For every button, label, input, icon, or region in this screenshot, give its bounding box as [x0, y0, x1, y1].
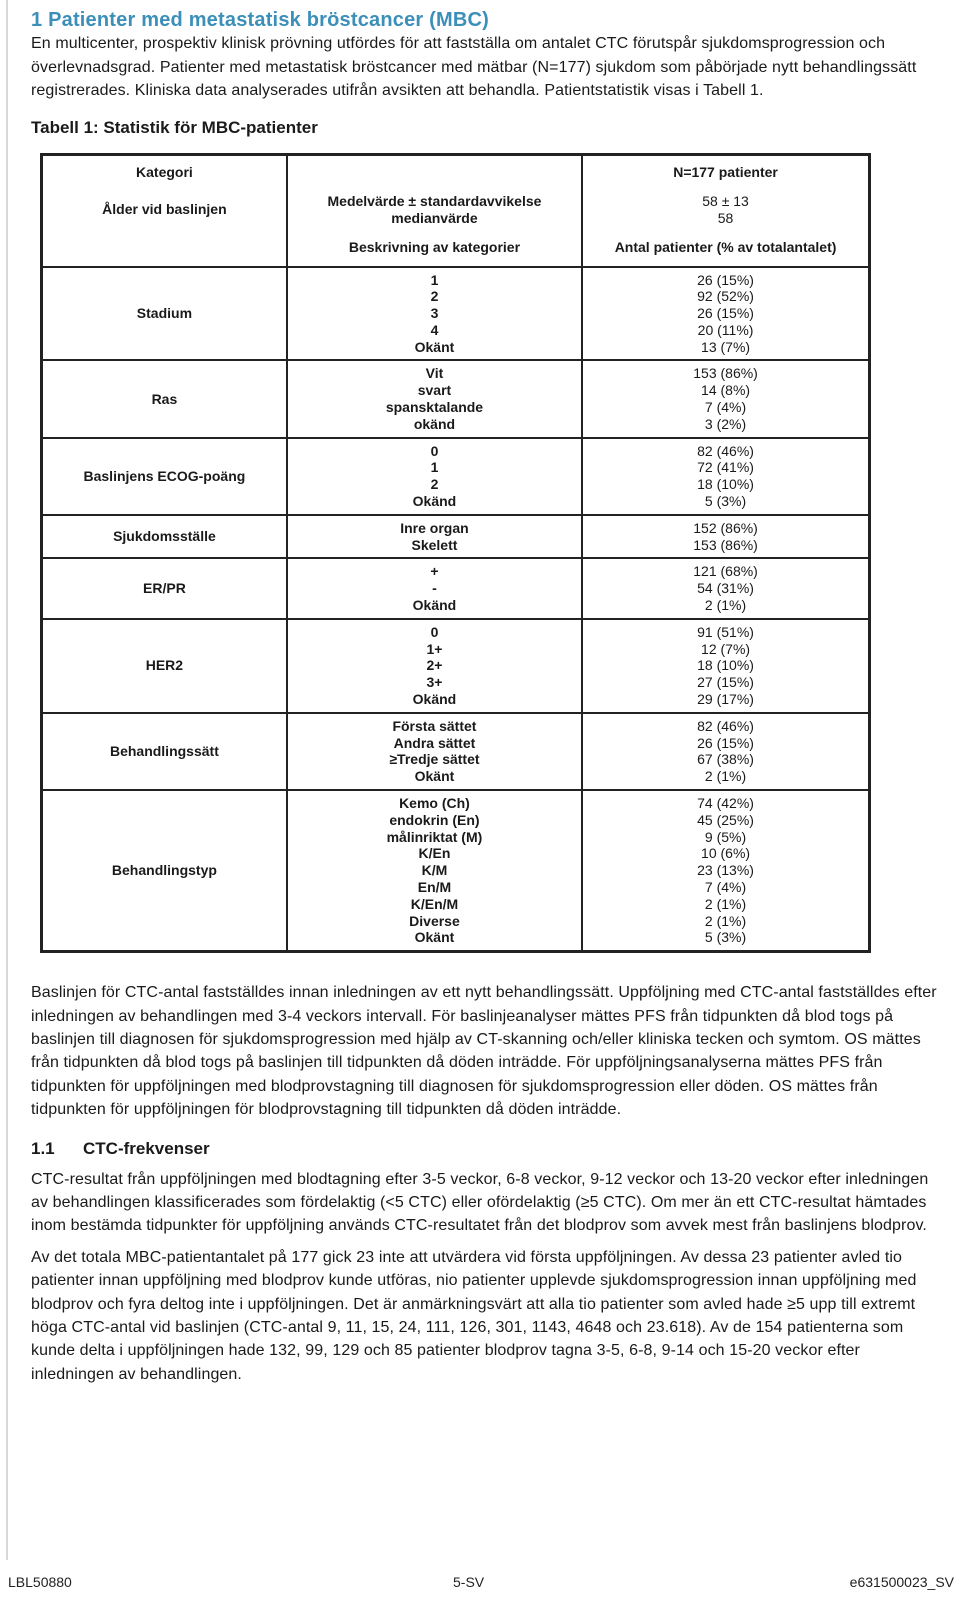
age-desc-line: medianvärde: [391, 209, 478, 226]
row-category: Baslinjens ECOG-poäng: [42, 438, 287, 515]
table-row: [42, 438, 870, 515]
table-caption: Tabell 1: Statistik för MBC-patienter: [31, 117, 318, 137]
row-item: Vit: [425, 365, 444, 382]
row-item: K/M: [421, 862, 448, 879]
row-items: [287, 438, 582, 515]
statistics-table: [40, 153, 871, 954]
row-value: 45 (25%): [697, 811, 754, 828]
table-row: [42, 713, 870, 790]
table-row: [42, 619, 870, 713]
document-body: [31, 8, 946, 1386]
row-item: Okänt: [414, 768, 455, 785]
age-row: [42, 190, 870, 230]
age-value-line: 58 ± 13: [702, 192, 749, 209]
row-category: Behandlingstyp: [42, 790, 287, 952]
subsection-title: CTC-frekvenser: [83, 1138, 210, 1158]
left-margin-rule: [6, 0, 8, 1560]
row-item: Skelett: [411, 536, 458, 553]
row-value: 72 (41%): [697, 459, 754, 476]
row-value: 26 (15%): [697, 734, 754, 751]
desc-header-values: Antal patienter (% av totalantalet): [582, 230, 869, 267]
row-value: 9 (5%): [704, 828, 747, 845]
row-value: 92 (52%): [697, 288, 754, 305]
statistics-table-body: [42, 154, 870, 952]
row-item: En/M: [417, 879, 452, 895]
row-value: 10 (6%): [701, 845, 751, 862]
row-item: 0: [430, 623, 439, 640]
table-row: [42, 790, 870, 952]
row-category: Ras: [42, 360, 287, 437]
row-value: 7 (4%): [704, 399, 747, 416]
table-row: [42, 360, 870, 437]
row-value: 29 (17%): [697, 691, 754, 708]
row-items: [287, 267, 582, 361]
row-value: 2 (1%): [704, 895, 747, 912]
row-value: 5 (3%): [704, 929, 747, 946]
table-row: [42, 515, 870, 559]
row-value: 7 (4%): [704, 879, 747, 895]
row-item: Okänt: [414, 929, 455, 946]
row-value: 67 (38%): [697, 751, 754, 768]
row-item: 1+: [426, 640, 443, 657]
row-values: [582, 558, 869, 618]
row-item: Inre organ: [400, 519, 469, 536]
row-values: [582, 515, 869, 559]
row-item: Okänd: [412, 597, 457, 614]
row-item: okänd: [413, 415, 456, 432]
row-item: Andra sättet: [393, 734, 476, 751]
row-items: [287, 713, 582, 790]
row-items: [287, 558, 582, 618]
row-value: 82 (46%): [697, 442, 754, 459]
row-item: Första sättet: [392, 717, 477, 734]
row-item: målinriktat (M): [386, 828, 483, 845]
row-item: 1: [430, 271, 439, 288]
desc-header-desc: Beskrivning av kategorier: [287, 230, 582, 267]
row-item: ≥Tredje sättet: [389, 751, 480, 768]
row-item: Diverse: [409, 912, 460, 929]
row-values: [582, 619, 869, 713]
row-value: 82 (46%): [697, 717, 754, 734]
ctc-results-paragraph: CTC-resultat från uppföljningen med blodtagning efter 3-5 veckor, 6-8 veckor, 9-12 veckor och 13-20 veckor efter inledningen av behandlingen klassificerades som fördelaktig (<5 CTC) eller ofördelaktig (≥5 CTC). Om mer än ett CTC-resultat hämtades inom bestämda tidpunkter för uppföljning används CTC-resultatet från det blodprov som avvek mest från baslinjens blodprov.: [31, 1170, 929, 1235]
row-item: svart: [417, 382, 452, 399]
row-value: 13 (7%): [701, 338, 751, 355]
row-value: 26 (15%): [697, 305, 754, 322]
intro-paragraph: En multicenter, prospektiv klinisk prövning utfördes för att fastställa om antalet CTC förutspår sjukdomsprogression och överlevnadsgrad. Patienter med metastatisk bröstcancer med mätbar (N=177) sjukdom som påbörjade nytt behandlingssätt registrerades. Kliniska data analyserades utifrån avsikten att behandla. Patientstatistik visas i Tabell 1.: [31, 35, 917, 99]
row-value: 2 (1%): [704, 768, 747, 785]
subsection-number: 1.1: [31, 1138, 55, 1158]
subsection-heading: [31, 1138, 946, 1160]
row-value: 74 (42%): [697, 795, 754, 812]
header-category: Kategori: [42, 154, 287, 190]
footer-label-code: LBL50880: [8, 1574, 72, 1590]
row-value: 54 (31%): [697, 580, 754, 597]
row-value: 27 (15%): [697, 674, 754, 691]
row-item: spansktalande: [385, 399, 484, 416]
row-value: 152 (86%): [693, 519, 758, 536]
row-item: 1: [430, 459, 439, 476]
row-item: +: [430, 563, 439, 580]
row-value: 12 (7%): [701, 640, 751, 657]
row-value: 2 (1%): [704, 597, 747, 614]
row-item: K/En/M: [410, 895, 459, 912]
row-items: [287, 619, 582, 713]
row-item: 2: [430, 476, 439, 493]
row-value: 153 (86%): [693, 365, 758, 382]
table-row: [42, 558, 870, 618]
age-desc: [287, 190, 582, 230]
row-category: Behandlingssätt: [42, 713, 287, 790]
row-category: Sjukdomsställe: [42, 515, 287, 559]
header-middle: [287, 154, 582, 190]
row-values: [582, 438, 869, 515]
row-value: 18 (10%): [697, 657, 754, 674]
row-category: Stadium: [42, 267, 287, 361]
row-values: [582, 267, 869, 361]
row-items: [287, 360, 582, 437]
row-values: [582, 713, 869, 790]
desc-header-category: [42, 230, 287, 267]
row-item: Okänt: [414, 338, 455, 355]
description-header-row: [42, 230, 870, 267]
table-header-row: [42, 154, 870, 190]
row-item: 2: [430, 288, 439, 305]
row-item: Okänd: [412, 493, 457, 510]
row-value: 153 (86%): [693, 536, 758, 553]
row-value: 26 (15%): [697, 271, 754, 288]
ctc-evaluation-paragraph: Av det totala MBC-patientantalet på 177 gick 23 inte att utvärdera vid första uppföljningen. Av dessa 23 patienter avled tio patienter innan uppföljning med blodprov kunde utföras, nio patienter upplevde sjukdomsprogression innan uppföljning med blodprov och fyra deltog inte i uppföljningen. Det är anmärkningsvärt att alla tio patienter som avled hade ≥5 upp till extremt höga CTC-antal vid baslinjen (CTC-antal 9, 11, 15, 24, 111, 126, 301, 1143, 4648 och 23.618). Av de 154 patienterna som kunde delta i uppföljningen hade 132, 99, 129 och 85 patienter blodprov tagna 3-5, 6-8, 9-14 och 15-20 veckor efter inledningen av behandlingen.: [31, 1248, 917, 1383]
row-value: 23 (13%): [697, 862, 754, 879]
row-item: 2+: [426, 657, 443, 674]
row-value: 2 (1%): [704, 912, 747, 929]
row-category: ER/PR: [42, 558, 287, 618]
table-row: [42, 267, 870, 361]
row-item: K/En: [418, 845, 451, 862]
row-item: -: [432, 580, 437, 597]
header-patients: N=177 patienter: [582, 154, 869, 190]
age-value-line: 58: [717, 209, 734, 226]
age-desc-line: Medelvärde ± standardavvikelse: [327, 192, 542, 209]
row-item: endokrin (En): [389, 811, 480, 828]
row-value: 20 (11%): [697, 321, 754, 338]
row-value: 121 (68%): [693, 563, 758, 580]
row-values: [582, 790, 869, 952]
age-category: Ålder vid baslinjen: [42, 190, 287, 230]
row-value: 5 (3%): [704, 493, 747, 510]
row-value: 3 (2%): [704, 415, 747, 432]
footer-document-code: e631500023_SV: [849, 1574, 954, 1590]
row-value: 14 (8%): [701, 382, 751, 399]
row-category: HER2: [42, 619, 287, 713]
row-values: [582, 360, 869, 437]
row-items: [287, 790, 582, 952]
row-value: 91 (51%): [697, 623, 754, 640]
row-item: 0: [430, 442, 439, 459]
row-item: Kemo (Ch): [399, 795, 470, 812]
footer-page-number: 5-SV: [453, 1574, 485, 1590]
row-items: [287, 515, 582, 559]
row-item: 3+: [426, 674, 443, 691]
section-heading: 1 Patienter med metastatisk bröstcancer (MBC): [31, 9, 490, 31]
age-values: [582, 190, 869, 230]
row-item: 4: [430, 321, 439, 338]
row-value: 18 (10%): [697, 476, 754, 493]
baseline-paragraph: Baslinjen för CTC-antal fastställdes innan inledningen av ett nytt behandlingssätt. Uppföljning med CTC-antal fastställdes efter inledningen av behandlingen med 3-4 veckors intervall. För baslinjeanalyser mättes PFS från tidpunkten då blod togs på baslinjen till diagnosen för sjukdomsprogression med hjälp av CT-skanning och/eller kliniska tecken och symtom. OS mättes från tidpunkten då blod togs på baslinjen till tidpunkten då döden inträdde. För uppföljningsanalyserna mättes PFS från tidpunkten för uppföljningen med blodprovstagning till diagnosen för sjukdomsprogression eller döden. OS mättes från tidpunkten för uppföljningen för blodprovstagning till tidpunkten då döden inträdde.: [31, 984, 937, 1119]
row-item: 3: [430, 305, 439, 322]
row-item: Okänd: [412, 691, 457, 708]
